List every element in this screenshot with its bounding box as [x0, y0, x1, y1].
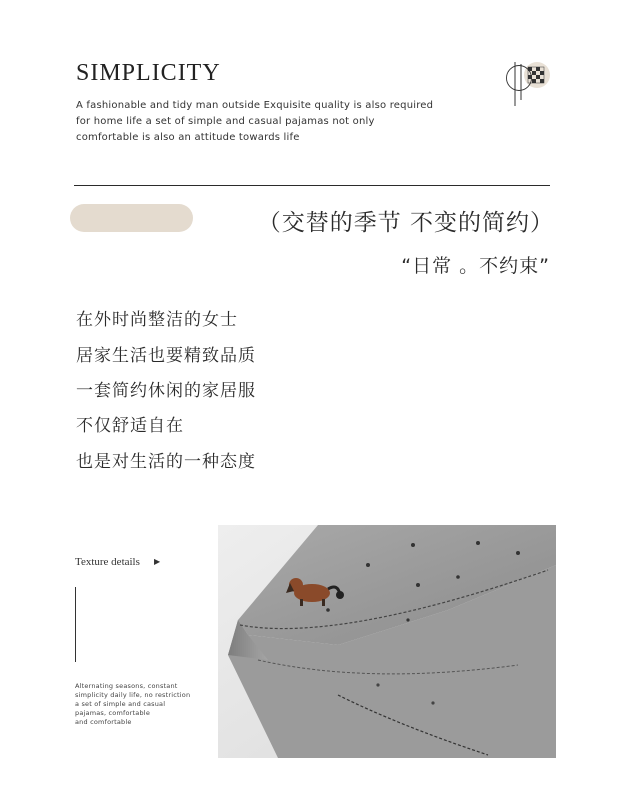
texture-label: Texture details [75, 556, 140, 568]
checkered-logo-icon [500, 56, 556, 108]
small-line-1: Alternating seasons, constant [75, 682, 178, 690]
poem-line-3: 一套简约休闲的家居服 [76, 381, 256, 401]
intro-line-1: A fashionable and tidy man outside Exquisite quality is also required [76, 100, 434, 111]
divider [74, 185, 550, 186]
section-subheading: “日常 。不约束” [401, 255, 550, 277]
triangle-right-icon: ▶ [154, 557, 161, 566]
poem-line-5: 也是对生活的一种态度 [76, 452, 256, 472]
small-line-5: and comfortable [75, 718, 132, 726]
vertical-rule [75, 587, 76, 662]
brand-title: SIMPLICITY [76, 60, 221, 86]
accent-pill [70, 204, 193, 232]
intro-line-2: for home life a set of simple and casual pajamas not only [76, 116, 375, 127]
small-line-3: a set of simple and casual [75, 700, 166, 708]
intro-line-3: comfortable is also an attitude towards life [76, 132, 300, 143]
fabric-photo [218, 525, 556, 758]
section-heading: （交替的季节 不变的简约） [257, 210, 554, 236]
small-line-4: pajamas, comfortable [75, 709, 151, 717]
poem-line-4: 不仅舒适自在 [76, 416, 184, 436]
small-line-2: simplicity daily life, no restriction [75, 691, 191, 699]
poem-line-2: 居家生活也要精致品质 [76, 346, 256, 366]
poem-line-1: 在外时尚整洁的女士 [76, 310, 238, 330]
